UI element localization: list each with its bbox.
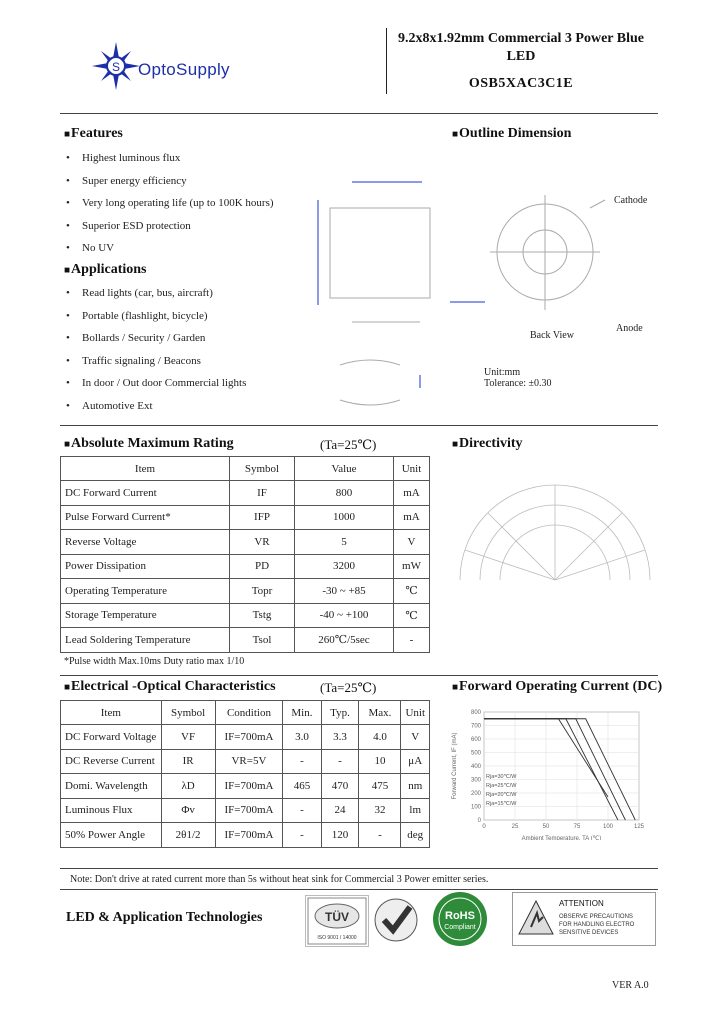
anode-label: Anode <box>616 323 643 334</box>
abs-max-condition: (Ta=25℃) <box>320 437 377 452</box>
x-tick-label: 125 <box>633 824 645 830</box>
tuv-text: TÜV <box>325 910 349 924</box>
table-header-row <box>61 457 430 481</box>
section-rule <box>60 675 658 676</box>
electrical-table <box>60 700 430 848</box>
tuv-certification-logo <box>305 895 369 947</box>
version-label: VER A.0 <box>612 980 649 991</box>
attention-text: OBSERVE PRECAUTIONS FOR HANDLING ELECTRO SENSITIVE DEVICES <box>559 914 635 936</box>
y-tick-label: 200 <box>470 791 481 797</box>
y-tick-label: 0 <box>477 818 481 824</box>
x-tick-label: 25 <box>511 824 519 830</box>
list-item: • Bollards / Security / Garden <box>66 327 366 350</box>
electrical-condition: (Ta=25℃) <box>320 680 377 695</box>
y-tick-label: 600 <box>470 737 481 743</box>
list-item: • No UV <box>66 237 366 260</box>
company-name: LED & Application Technologies <box>66 910 263 925</box>
directivity-diagram <box>450 480 660 590</box>
table-row: Domi. Wavelength λD IF=700mA 465 470 475 nm <box>61 774 430 799</box>
list-item: • In door / Out door Commercial lights <box>66 372 366 395</box>
abs-max-heading: ■Absolute Maximum Rating <box>64 436 234 451</box>
table-row: DC Forward Voltage VF IF=700mA 3.0 3.3 4.0 V <box>61 725 430 750</box>
col-symbol: Symbol <box>230 457 295 481</box>
x-tick-label: 75 <box>573 824 581 830</box>
footer-rule-2 <box>60 889 658 890</box>
abs-max-footnote: *Pulse width Max.10ms Duty ratio max 1/10 <box>64 656 245 667</box>
svg-text:S: S <box>112 60 121 74</box>
brand-name: OptoSupply <box>138 60 230 79</box>
iso-text: ISO 9001 / 14000 <box>317 935 357 941</box>
title-line-1: 9.2x8x1.92mm Commercial 3 Power Blue <box>398 31 644 46</box>
list-item: • Portable (flashlight, bicycle) <box>66 305 366 328</box>
series-label: Rja=25℃/W <box>486 783 517 790</box>
table-row: Lead Soldering Temperature Tsol 260℃/5sec - <box>61 628 430 653</box>
col-item: Item <box>61 457 230 481</box>
list-item: • Automotive Ext <box>66 395 366 418</box>
table-row: Operating Temperature Topr -30 ~ +85 ℃ <box>61 579 430 604</box>
applications-heading: ■Applications <box>64 262 147 277</box>
esd-attention-box <box>512 892 656 946</box>
y-axis-label: Forward Current, IF (mA) <box>452 732 458 800</box>
table-row: Reverse Voltage VR 5 V <box>61 530 430 555</box>
y-tick-label: 100 <box>470 804 481 811</box>
back-view-label: Back View <box>530 330 574 341</box>
compliant-text: Compliant <box>444 924 476 931</box>
check-certification-icon <box>372 895 420 945</box>
x-axis-label: Ambient Temperature, TA (℃) <box>521 836 602 840</box>
part-number: OSB5XAC3C1E <box>468 76 574 91</box>
directivity-heading: ■Directivity <box>452 436 523 451</box>
list-item: • Very long operating life (up to 100K hours) <box>66 192 366 215</box>
y-tick-label: 800 <box>470 710 481 716</box>
electrical-heading: ■Electrical -Optical Characteristics <box>64 679 276 694</box>
table-row: DC Reverse Current IR VR=5V - - 10 μA <box>61 749 430 774</box>
esd-warning-icon <box>517 899 555 937</box>
x-tick-label: 50 <box>542 824 550 830</box>
x-tick-label: 0 <box>482 824 486 830</box>
outline-drawing <box>300 160 660 416</box>
header-divider <box>386 28 387 94</box>
series-label: Rja=20℃/W <box>486 792 517 799</box>
cathode-label: Cathode <box>614 195 648 206</box>
table-row: Pulse Forward Current* IFP 1000 mA <box>61 505 430 530</box>
section-rule <box>60 425 658 426</box>
forward-current-heading: ■Forward Operating Current (DC) <box>452 679 663 694</box>
footer-rule <box>60 868 658 869</box>
table-row: Storage Temperature Tstg -40 ~ +100 ℃ <box>61 603 430 628</box>
rohs-compliant-logo <box>428 890 492 948</box>
series-label: Rja=15℃/W <box>486 801 517 808</box>
col-unit: Unit <box>394 457 430 481</box>
col-value: Value <box>295 457 394 481</box>
list-item: • Traffic signaling / Beacons <box>66 350 366 373</box>
title-line-2: LED <box>506 49 536 64</box>
rohs-text: RoHS <box>445 910 475 922</box>
unit-label: Unit:mm <box>484 367 521 378</box>
y-tick-label: 300 <box>470 777 481 784</box>
tolerance-label: Tolerance: ±0.30 <box>484 378 552 389</box>
page-title <box>396 30 646 66</box>
table-header-row: Item Symbol Condition Min. Typ. Max. Unit <box>61 701 430 725</box>
x-tick-label: 100 <box>602 824 614 830</box>
y-tick-label: 700 <box>470 723 481 730</box>
attention-title: ATTENTION <box>559 899 604 908</box>
list-item: • Read lights (car, bus, aircraft) <box>66 282 366 305</box>
table-row: DC Forward Current IF 800 mA <box>61 481 430 506</box>
features-heading: ■Features <box>64 126 123 141</box>
forward-current-chart <box>448 702 660 840</box>
footer-note: Note: Don't drive at rated current more than 5s without heat sink for Commercial 3 Power emitter series. <box>70 874 489 885</box>
y-tick-label: 500 <box>470 750 481 757</box>
outline-heading: ■Outline Dimension <box>452 126 572 141</box>
series-label: Rja=30℃/W <box>486 774 517 781</box>
table-row: Power Dissipation PD 3200 mW <box>61 554 430 579</box>
abs-max-table <box>60 456 430 653</box>
y-tick-label: 400 <box>470 764 481 770</box>
list-item: • Superior ESD protection <box>66 215 366 238</box>
table-row: 50% Power Angle 2θ1/2 IF=700mA - 120 - deg <box>61 823 430 848</box>
table-row: Luminous Flux Φv IF=700mA - 24 32 lm <box>61 798 430 823</box>
header-rule <box>60 113 658 114</box>
list-item: • Super energy efficiency <box>66 170 366 193</box>
list-item: • Highest luminous flux <box>66 147 366 170</box>
